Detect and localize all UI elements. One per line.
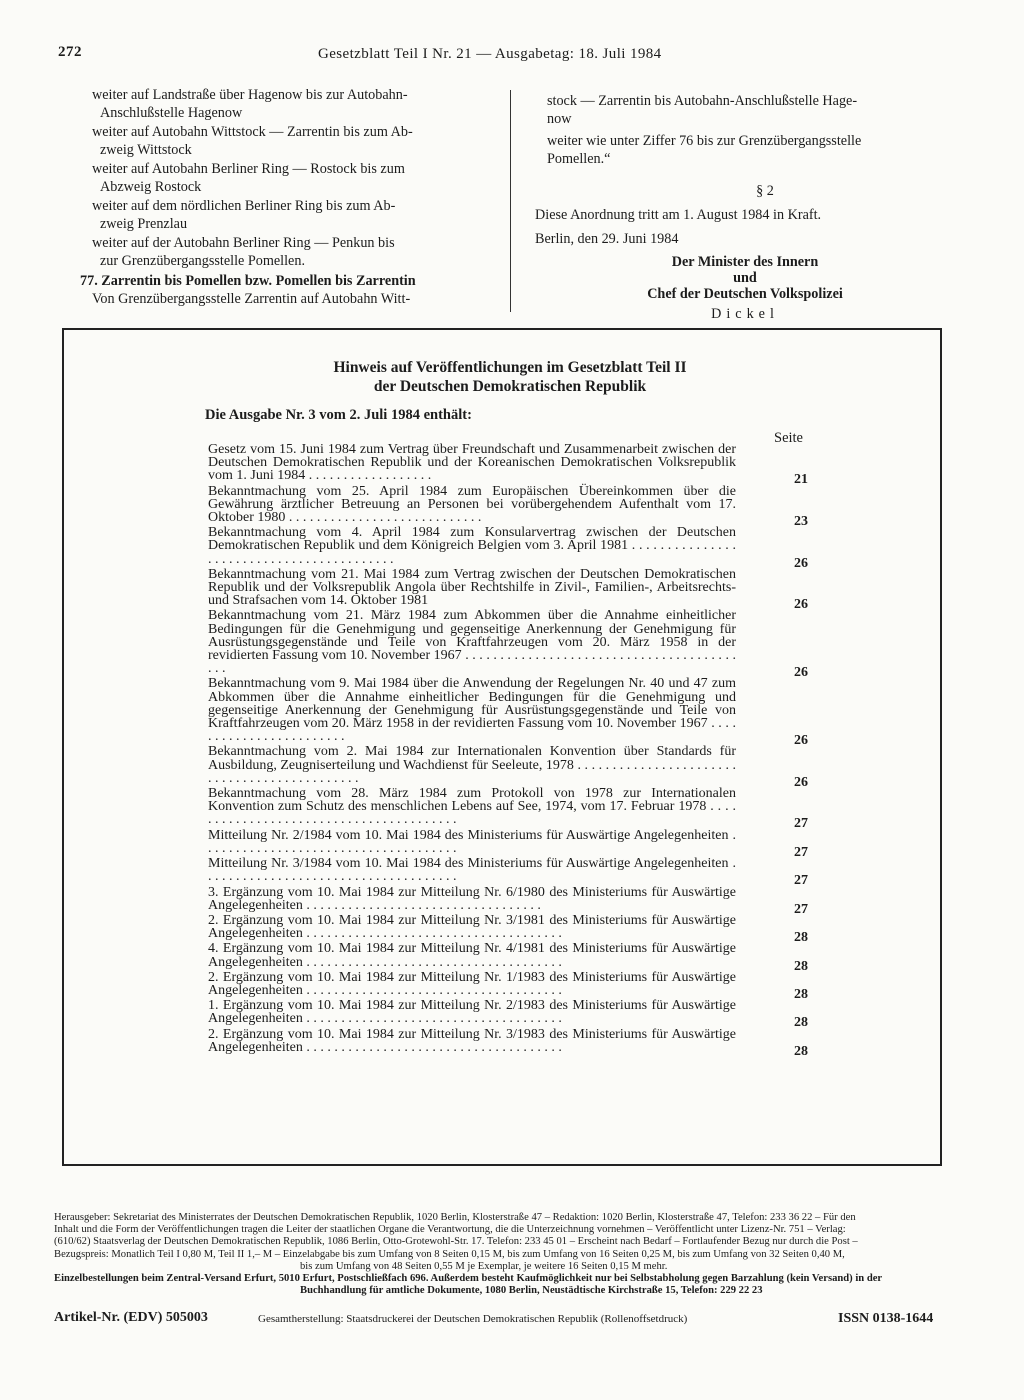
entry-text: Bekanntmachung vom 28. März 1984 zum Protokoll von 1978 zur Internationalen Konvention zum Schutz des menschlichen Lebens auf See, 1974, vom 17. Februar 1978 . . . . . . . . . . . . . . . . . . . . . . . . . . . . . . . . . . . . . . . . bbox=[208, 786, 736, 828]
signature-line: Chef der Deutschen Volkspolizei bbox=[647, 286, 843, 302]
paragraph-line: now bbox=[547, 111, 572, 127]
entry-text: Mitteilung Nr. 3/1984 vom 10. Mai 1984 des Ministeriums für Auswärtige Angelegenheiten . . . . . . . . . . . . . . . . . . . . . . . . . . . . . . . . . . . . . bbox=[208, 856, 736, 885]
effective-date-text: Diese Anordnung tritt am 1. August 1984 in Kraft. bbox=[535, 207, 822, 223]
entry-page: 21 bbox=[794, 472, 808, 488]
entry-page: 26 bbox=[794, 774, 808, 790]
entry-text: Bekanntmachung vom 2. Mai 1984 zur Internationalen Konvention über Standards für Ausbildung, Zeugniserteilung und Wachdienst für Seeleute, 1978 . . . . . . . . . . . . . . . . . . . . . . . . . . . . . . . . . . . . . . . . . . . . . bbox=[208, 744, 736, 786]
entry-text: Bekanntmachung vom 21. März 1984 zum Abkommen über die Annahme einheitlicher Bedingungen für die Genehmigung und gegenseitige Anerkennung der Genehmigung für Ausrüstungsgegenstände und Teile von Kraftfahrzeugen vom 20. März 1958 in der revidierten Fassung vom 10. November 1967 . . . . . . . . . . . . . . . . . . . . . . . . . . . . . . . . . . . . . . . . . . bbox=[208, 608, 736, 677]
signature-line: und bbox=[733, 270, 757, 286]
entry-text: 1. Ergänzung vom 10. Mai 1984 zur Mitteilung Nr. 2/1983 des Ministeriums für Auswärtige Angelegenheiten . . . . . . . . . . . . . . . . . . . . . . . . . . . . . . . . . . . . . bbox=[208, 998, 736, 1027]
paragraph bbox=[80, 86, 500, 122]
notice-title bbox=[220, 358, 800, 396]
list-item bbox=[208, 827, 818, 860]
paragraph bbox=[80, 160, 500, 196]
paragraph-line: Abzweig Rostock bbox=[100, 179, 202, 195]
entry-page: 26 bbox=[794, 733, 808, 749]
imprint-line: Buchhandlung für amtliche Dokumente, 1080 Berlin, Neustädtische Kirchstraße 15, Telefon: 229 22 23 bbox=[300, 1285, 763, 1297]
entry-text: Bekanntmachung vom 25. April 1984 zum Europäischen Übereinkommen über die Gewährung ärztlicher Betreuung an Personen bei vorübergehendem Aufenthalt vom 17. Oktober 1980 . . . . . . . . . . . . . . . . . . . . . . . . . . . . bbox=[208, 483, 736, 526]
entry-page: 28 bbox=[794, 958, 808, 974]
right-column bbox=[535, 92, 955, 323]
list-item bbox=[208, 912, 818, 946]
entry-page: 27 bbox=[794, 873, 808, 889]
entry-text: 2. Ergänzung vom 10. Mai 1984 zur Mitteilung Nr. 1/1983 des Ministeriums für Auswärtige Angelegenheiten . . . . . . . . . . . . . . . . . . . . . . . . . . . . . . . . . . . . . bbox=[208, 969, 736, 998]
entry-text: Mitteilung Nr. 2/1984 vom 10. Mai 1984 des Ministeriums für Auswärtige Angelegenheiten . . . . . . . . . . . . . . . . . . . . . . . . . . . . . . . . . . . . . bbox=[208, 827, 736, 856]
place-date: Berlin, den 29. Juni 1984 bbox=[535, 231, 679, 247]
list-item bbox=[208, 969, 818, 1002]
paragraph-line: zweig Prenzlau bbox=[100, 216, 188, 232]
paragraph-line: weiter wie unter Ziffer 76 bis zur Grenzübergangsstelle bbox=[547, 133, 862, 149]
list-item bbox=[208, 525, 818, 571]
item-77-title: 77. Zarrentin bis Pomellen bzw. Pomellen bis Zarrentin bbox=[80, 273, 416, 289]
imprint-line: Bezugspreis: Monatlich Teil I 0,80 M, Teil II 1,– M – Einzelabgabe bis zum Umfang von 8 Seiten 0,15 M, bis zum Umfang von 16 Seiten 0,25 M, bis zum Umfang von 32 Seiten 0,40 M, bbox=[54, 1248, 845, 1260]
running-head: Gesetzblatt Teil I Nr. 21 — Ausgabetag: 18. Juli 1984 bbox=[318, 46, 662, 62]
paragraph-line: stock — Zarrentin bis Autobahn-Anschlußstelle Hage- bbox=[547, 93, 858, 109]
entry-page: 28 bbox=[794, 1043, 808, 1059]
continuation-paragraph bbox=[535, 132, 955, 168]
entry-page: 23 bbox=[794, 514, 808, 530]
entry-page: 27 bbox=[794, 816, 808, 832]
list-item bbox=[208, 608, 818, 681]
list-item bbox=[208, 483, 818, 530]
paragraph-line: Anschlußstelle Hagenow bbox=[100, 105, 243, 121]
paragraph-line: weiter auf dem nördlichen Berliner Ring bis zum Ab- bbox=[92, 198, 396, 214]
entry-page: 26 bbox=[794, 555, 808, 571]
list-item bbox=[208, 1026, 818, 1059]
imprint bbox=[54, 1212, 944, 1297]
list-item bbox=[208, 676, 818, 749]
paragraph bbox=[80, 197, 500, 233]
article-number: Artikel-Nr. (EDV) 505003 bbox=[54, 1310, 208, 1325]
imprint-line: Herausgeber: Sekretariat des Ministerrates der Deutschen Demokratischen Republik, 1020 Berlin, Klosterstraße 47 – Redaktion: 1020 Berlin, Klosterstraße 47, Telefon: 233 36 22 – Für den bbox=[54, 1212, 856, 1223]
entry-page: 28 bbox=[794, 930, 808, 946]
entry-page: 26 bbox=[794, 665, 808, 681]
list-item bbox=[208, 856, 818, 889]
paragraph-line: zweig Wittstock bbox=[100, 142, 192, 158]
signature-name: Dickel bbox=[711, 306, 779, 322]
column-divider bbox=[510, 90, 511, 312]
list-item bbox=[208, 998, 818, 1031]
entry-text: 4. Ergänzung vom 10. Mai 1984 zur Mitteilung Nr. 4/1981 des Ministeriums für Auswärtige Angelegenheiten . . . . . . . . . . . . . . . . . . . . . . . . . . . . . . . . . . . . . bbox=[208, 941, 736, 970]
entry-text: 2. Ergänzung vom 10. Mai 1984 zur Mitteilung Nr. 3/1983 des Ministeriums für Auswärtige Angelegenheiten . . . . . . . . . . . . . . . . . . . . . . . . . . . . . . . . . . . . . bbox=[208, 1026, 736, 1055]
imprint-line: Einzelbestellungen beim Zentral-Versand Erfurt, 5010 Erfurt, Postschließfach 696. Außerdem besteht Kaufmöglichkeit nur bei Selbstabholung gegen Barzahlung (kein Versand) in der bbox=[54, 1273, 883, 1285]
list-item bbox=[208, 744, 818, 790]
entry-text: Bekanntmachung vom 21. Mai 1984 zum Vertrag zwischen der Deutschen Demokratischen Republik und der Volksrepublik Angola über Rechtshilfe in Zivil-, Familien-, Arbeitsrechts- und Strafsachen vom 14. Oktober 1981 bbox=[208, 566, 736, 609]
entry-text: 2. Ergänzung vom 10. Mai 1984 zur Mitteilung Nr. 3/1981 des Ministeriums für Auswärtige Angelegenheiten . . . . . . . . . . . . . . . . . . . . . . . . . . . . . . . . . . . . . bbox=[208, 912, 736, 942]
contents-list bbox=[208, 442, 818, 1059]
page-column-label: Seite bbox=[774, 430, 803, 446]
paragraph-line: weiter auf Autobahn Berliner Ring — Rostock bis zum bbox=[92, 161, 405, 177]
list-item bbox=[208, 786, 818, 832]
list-item bbox=[208, 884, 818, 917]
list-item bbox=[208, 941, 818, 974]
signature-line: Der Minister des Innern bbox=[671, 254, 819, 270]
paragraph-line: weiter auf Landstraße über Hagenow bis zur Autobahn- bbox=[92, 87, 408, 103]
printer-note: Gesamtherstellung: Staatsdruckerei der Deutschen Demokratischen Republik (Rollenoffsetdruck) bbox=[258, 1313, 688, 1325]
left-column bbox=[80, 86, 500, 309]
entry-text: Bekanntmachung vom 4. April 1984 zum Konsularvertrag zwischen der Deutschen Demokratischen Republik und dem Königreich Belgien vom 3. April 1981 . . . . . . . . . . . . . . . . . . . . . . . . . . . . . . . . . . . . . . . . . . bbox=[208, 525, 736, 567]
list-item bbox=[208, 566, 818, 613]
section-heading: § 2 bbox=[756, 183, 774, 199]
entry-page: 26 bbox=[794, 597, 808, 613]
notice-subtitle: Die Ausgabe Nr. 3 vom 2. Juli 1984 enthält: bbox=[205, 407, 472, 423]
continuation-paragraph bbox=[535, 92, 955, 128]
paragraph bbox=[80, 123, 500, 159]
entry-text: Gesetz vom 15. Juni 1984 zum Vertrag über Freundschaft und Zusammenarbeit zwischen der Deutschen Demokratischen Republik und der Koreanischen Demokratischen Volksrepublik vom 1. Juni 1984 . . . . . . . . . . . . . . . . . . bbox=[208, 442, 736, 484]
paragraph-line: weiter auf der Autobahn Berliner Ring — Penkun bis bbox=[92, 235, 395, 251]
entry-text: Bekanntmachung vom 9. Mai 1984 über die Anwendung der Regelungen Nr. 40 und 47 zum Abkommen über die Annahme einheitlicher Bedingungen für die Genehmigung und gegenseitige Anerkennung der Genehmigung für Ausrüstungsgegenstände und Teile von Kraftfahrzeugen vom 20. März 1958 in der revidierten Fassung vom 10. November 1967 . . . . . . . . . . . . . . . . . . . . . . . . bbox=[208, 676, 736, 745]
imprint-line: Inhalt und die Form der Veröffentlichungen tragen die Leiter der staatlichen Organe die Verantwortung, die die Unterzeichnung vornehmen – Veröffentlicht unter Lizenz-Nr. 751 – Verlag: bbox=[54, 1224, 846, 1236]
entry-page: 28 bbox=[794, 1015, 808, 1031]
page-number: 272 bbox=[58, 44, 82, 60]
imprint-line: (610/62) Staatsverlag der Deutschen Demokratischen Republik, 1086 Berlin, Otto-Grotewohl-Str. 17. Telefon: 233 45 01 – Erscheint nach Bedarf – Fortlaufender Bezug nur durch die Post – bbox=[54, 1236, 858, 1248]
paragraph bbox=[80, 234, 500, 270]
entry-text: 3. Ergänzung vom 10. Mai 1984 zur Mitteilung Nr. 6/1980 des Ministeriums für Auswärtige Angelegenheiten . . . . . . . . . . . . . . . . . . . . . . . . . . . . . . . . . . bbox=[208, 884, 736, 913]
issn: ISSN 0138-1644 bbox=[838, 1311, 934, 1326]
paragraph-line: Pomellen.“ bbox=[547, 151, 611, 167]
notice-title-line: Hinweis auf Veröffentlichungen im Gesetzblatt Teil II bbox=[333, 359, 687, 376]
paragraph-line: zur Grenzübergangsstelle Pomellen. bbox=[100, 253, 305, 269]
list-item bbox=[208, 442, 818, 488]
imprint-line: bis zum Umfang von 48 Seiten 0,55 M je Exemplar, je weitere 16 Seiten 0,15 M mehr. bbox=[300, 1260, 668, 1272]
notice-title-line: der Deutschen Demokratischen Republik bbox=[373, 378, 647, 395]
item-77-text: Von Grenzübergangsstelle Zarrentin auf Autobahn Witt- bbox=[92, 291, 411, 307]
entry-page: 27 bbox=[794, 844, 808, 860]
entry-page: 27 bbox=[794, 901, 808, 917]
entry-page: 28 bbox=[794, 986, 808, 1002]
paragraph-line: weiter auf Autobahn Wittstock — Zarrentin bis zum Ab- bbox=[92, 124, 413, 140]
